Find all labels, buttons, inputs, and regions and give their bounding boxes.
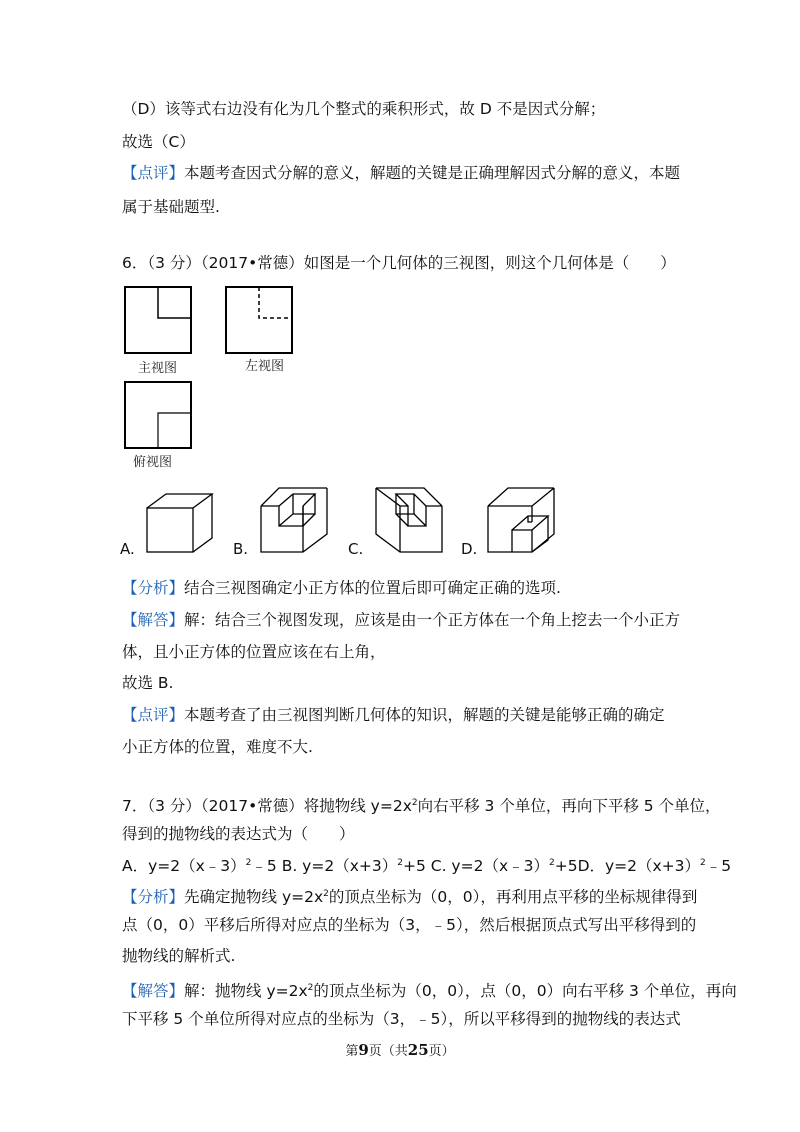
top-view-caption: 俯视图 [133,455,173,470]
exponent: 2 [323,889,329,899]
q6-choice: 故选 B. [122,674,174,692]
review-tag: 【点评】 [122,164,185,182]
answer-text: 解：结合三个视图发现，应该是由一个正方体在一个角上挖去一个小正方 [184,611,681,629]
q6-answer-line-2: 体，且小正方体的位置应该在右上角， [122,643,386,661]
option-d-label: D. [461,540,478,558]
total-pages: 25 [407,1041,429,1059]
analysis-tag: 【分析】 [122,579,185,597]
option-text: +5 C. y=2（x﹣3） [402,857,549,876]
option-b-label: B. [233,540,249,558]
question-6-stem: 6．（3 分）（2017•常德）如图是一个几何体的三视图，则这个几何体是（ ） [122,254,676,272]
review-text: 本题考查因式分解的意义，解题的关键是正确理解因式分解的意义，本题 [184,164,681,182]
option-text: ﹣5 B. y=2（x+3） [251,857,398,876]
stem-text: 7．（3 分）（2017•常德）将抛物线 y=2x [122,797,412,816]
choice-line: 故选（C） [122,133,195,151]
q7-analysis-line-1 [122,883,697,908]
option-text: ﹣5 [705,857,732,876]
exponent: 2 [397,858,403,868]
front-view-figure [124,286,194,356]
option-b-figure [257,486,331,556]
question-7-stem-line-2: 得到的抛物线的表达式为（ ） [122,825,355,843]
option-d-explanation: （D）该等式右边没有化为几个整式的乘积形式，故 D 不是因式分解； [122,100,606,118]
option-text: +5D．y=2（x+3） [554,857,701,876]
option-c-label: C. [348,540,364,558]
q6-answer-line-1 [122,609,680,631]
page-number: 9 [358,1041,369,1059]
review-line-1 [122,162,680,184]
left-view-figure [225,286,295,356]
stem-text: 向右平移 3 个单位，再向下平移 5 个单位， [417,797,721,816]
q7-answer-line-2: 下平移 5 个单位所得对应点的坐标为（3，﹣5），所以平移得到的抛物线的表达式 [122,1010,681,1028]
exponent: 2 [411,798,418,808]
analysis-text: 的顶点坐标为（0，0），再利用点平移的坐标规律得到 [328,888,698,907]
analysis-text: 先确定抛物线 y=2x [184,888,324,907]
front-view-caption: 主视图 [138,361,178,376]
top-view-figure [124,381,194,451]
answer-text: 的顶点坐标为（0，0），点（0，0）向右平移 3 个单位，再向 [313,982,737,1001]
option-text: A．y=2（x﹣3） [122,857,246,876]
exponent: 2 [307,983,314,993]
option-d-figure [484,486,560,556]
footer-text: 页（共 [368,1044,408,1059]
q6-review-line-1 [122,704,665,726]
q7-analysis-line-2: 点（0，0）平移后所得对应点的坐标为（3，﹣5），然后根据顶点式写出平移得到的 [122,916,697,934]
answer-tag: 【解答】 [122,982,185,1001]
page-footer [0,1040,800,1059]
analysis-tag: 【分析】 [122,888,185,907]
footer-text: 第 [345,1044,359,1059]
question-7-options [122,852,731,877]
review-line-2: 属于基础题型. [122,198,220,216]
analysis-text: 结合三视图确定小正方体的位置后即可确定正确的选项. [184,579,561,597]
exponent: 2 [700,858,706,868]
review-text: 本题考查了由三视图判断几何体的知识，解题的关键是能够正确的确定 [184,706,665,724]
exponent: 2 [548,858,555,868]
review-tag: 【点评】 [122,706,185,724]
answer-text: 解：抛物线 y=2x [184,982,308,1001]
q6-review-line-2: 小正方体的位置，难度不大. [122,738,313,756]
left-view-caption: 左视图 [245,359,285,374]
q7-analysis-line-3: 抛物线的解析式. [122,947,236,965]
answer-tag: 【解答】 [122,611,185,629]
footer-text: 页） [428,1044,455,1059]
question-7-stem-line-1 [122,792,721,817]
option-a-label: A. [120,540,135,558]
q7-answer-line-1 [122,977,737,1002]
option-a-figure [144,492,216,556]
option-c-figure [372,486,448,556]
exponent: 2 [245,858,252,868]
q6-analysis [122,577,561,599]
